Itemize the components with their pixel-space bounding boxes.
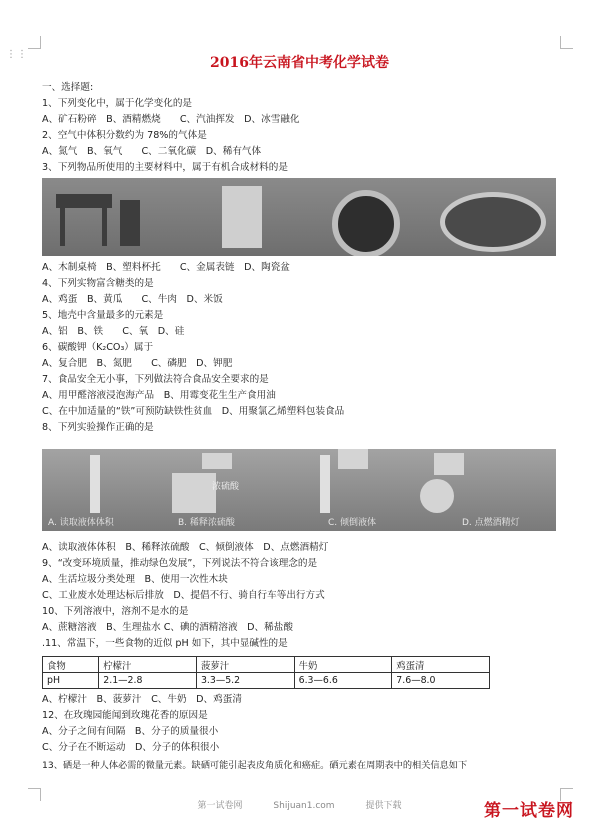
table-cell: 菠萝汁 [196, 657, 294, 673]
pouring-beaker-photo [202, 453, 232, 469]
page-title: 2016年云南省中考化学试卷 [210, 55, 389, 71]
table-cell: 6.3—6.6 [294, 673, 392, 689]
desk-leg [102, 208, 107, 246]
alcohol-lamp-lighting-photo [434, 453, 464, 475]
question-line: 8、下列实验操作正确的是 [42, 422, 154, 433]
question-line: 5、地壳中含量最多的元素是 [42, 310, 164, 321]
table-cell: 食物 [43, 657, 99, 673]
question-line: 13、硒是一种人体必需的微量元素。缺硒可能引起表皮角质化和癌症。硒元素在周期表中的相关信息如下 [42, 760, 468, 771]
answer-options: A、矿石粉碎 B、酒精燃烧 C、汽油挥发 D、冰雪融化 [42, 114, 300, 125]
answer-options: A、鸡蛋 B、黄瓜 C、牛肉 D、米饭 [42, 294, 223, 305]
question-line: 10、下列溶液中，溶剂不是水的是 [42, 606, 189, 617]
footer-site-name: 第一试卷网 [197, 801, 243, 811]
page-corner-mark [560, 36, 573, 49]
answer-options: A、柠檬汁 B、菠萝汁 C、牛奶 D、鸡蛋清 [42, 694, 242, 705]
question-line: 1、下列变化中，属于化学变化的是 [42, 98, 193, 109]
drag-handle-icon[interactable]: ⋮⋮ [6, 49, 28, 60]
alcohol-lamp-photo [420, 479, 454, 513]
answer-options: A、木制桌椅 B、塑料杯托 C、金属表链 D、陶瓷盆 [42, 262, 290, 273]
answer-options: A、复合肥 B、氮肥 C、磷肥 D、钾肥 [42, 358, 233, 369]
caption-c: C. 倾倒液体 [328, 518, 377, 528]
caption-concentrated-acid: 浓硫酸 [212, 482, 240, 492]
question-line: 7、食品安全无小事，下列做法符合食品安全要求的是 [42, 374, 269, 385]
q8-lab-operations-photo [42, 449, 556, 531]
site-logo: 第一试卷网 [484, 801, 574, 821]
ceramic-bowl-photo [440, 192, 546, 252]
answer-options: A、用甲醛溶液浸泡海产品 B、用霉变花生生产食用油 [42, 390, 276, 401]
footer-provided-text: 提供下载 [365, 801, 402, 811]
table-row [43, 673, 490, 689]
question-line: 9、“改变环境质量，推动绿色发展”，下列说法不符合该理念的是 [42, 558, 318, 569]
answer-options: C、工业废水处理达标后排放 D、提倡不行、骑自行车等出行方式 [42, 590, 325, 601]
ph-table [42, 656, 490, 689]
question-line: 6、碳酸钾（K₂CO₃）属于 [42, 342, 154, 353]
table-cell: 鸡蛋清 [392, 657, 490, 673]
answer-options: A、氮气 B、氧气 C、二氧化碳 D、稀有气体 [42, 146, 262, 157]
table-cell: 2.1—2.8 [99, 673, 197, 689]
table-cell: 牛奶 [294, 657, 392, 673]
footer-site-url[interactable]: Shijuan1.com [273, 801, 335, 811]
caption-d: D. 点燃酒精灯 [462, 518, 520, 528]
metal-watch-band-photo [332, 190, 400, 256]
table-cell: 柠檬汁 [99, 657, 197, 673]
answer-options: A、铝 B、铁 C、氧 D、硅 [42, 326, 185, 337]
answer-options: A、蔗糖溶液 B、生理盐水 C、碘的酒精溶液 D、稀盐酸 [42, 622, 293, 633]
table-cell: 3.3—5.2 [196, 673, 294, 689]
answer-options: A、生活垃圾分类处理 B、使用一次性木块 [42, 574, 228, 585]
q3-materials-photo [42, 178, 556, 256]
test-tube-photo [320, 455, 330, 513]
question-line: 4、下列实物富含糖类的是 [42, 278, 154, 289]
question-line: .11、常温下，一些食物的近似 pH 如下，其中显碱性的是 [42, 638, 288, 649]
table-cell: pH [43, 673, 99, 689]
question-line: 3、下列物品所使用的主要材料中，属于有机合成材料的是 [42, 162, 288, 173]
desk-leg [60, 208, 65, 246]
table-row [43, 657, 490, 673]
chair-photo [120, 200, 140, 246]
answer-options: C、在中加适量的“铁”可预防缺铁性贫血 D、用聚氯乙烯塑料包装食品 [42, 406, 345, 417]
question-line: 2、空气中体积分数约为 78%的气体是 [42, 130, 207, 141]
graduated-cylinder-photo [90, 455, 100, 513]
plastic-cup-holder-photo [222, 186, 262, 248]
page-corner-mark [28, 36, 41, 49]
answer-options: A、读取液体体积 B、稀释浓硫酸 C、倾倒液体 D、点燃酒精灯 [42, 542, 329, 553]
section-heading: 一、选择题: [42, 82, 94, 93]
desk-photo [56, 194, 112, 208]
answer-options: A、分子之间有间隔 B、分子的质量很小 [42, 726, 219, 737]
beaker-photo [172, 473, 216, 513]
caption-b: B. 稀释浓硫酸 [178, 518, 235, 528]
answer-options: C、分子在不断运动 D、分子的体积很小 [42, 742, 220, 753]
question-line: 12、在玫瑰园能闻到玫瑰花香的原因是 [42, 710, 208, 721]
table-cell: 7.6—8.0 [392, 673, 490, 689]
caption-a: A. 读取液体体积 [48, 518, 114, 528]
reagent-bottle-photo [338, 449, 368, 469]
